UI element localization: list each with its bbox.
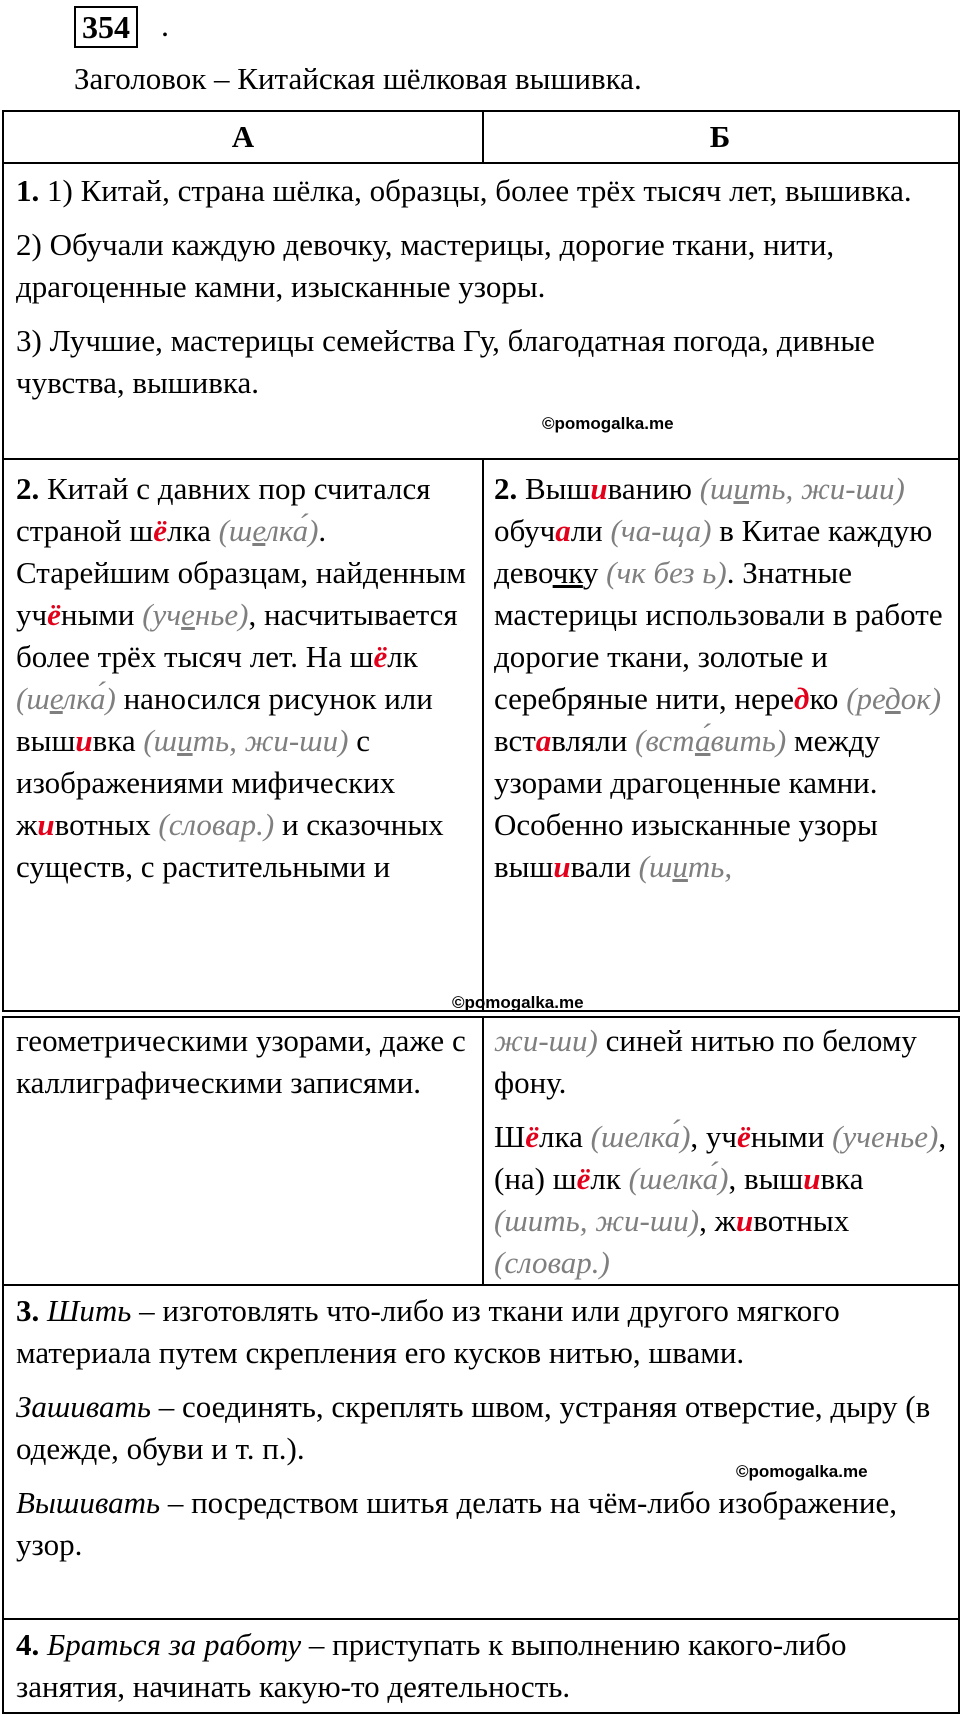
text-fragment: (ш <box>218 513 253 548</box>
text-fragment: (вст <box>635 723 695 758</box>
text-fragment: (шелка́) <box>590 1119 691 1154</box>
watermark-3: ©pomogalka.me <box>736 1462 868 1481</box>
text-fragment: д <box>885 681 901 716</box>
text-fragment: ё <box>373 639 388 674</box>
row1-item-1: 1) Китай, страна шёлка, образцы, более трёх тысяч лет, вышивка. <box>47 173 912 208</box>
text-fragment: и <box>553 849 571 884</box>
text-fragment: . Знатные мастерицы использовали в работе дорогие ткани, золотые и серебряные нити, нере <box>494 555 943 716</box>
text-fragment: а <box>555 513 571 548</box>
text-fragment: у <box>582 555 607 590</box>
text-fragment: (ученье) <box>832 1119 939 1154</box>
text-fragment: выш <box>736 1161 804 1196</box>
text-fragment: (словар.) <box>494 1245 610 1280</box>
watermark-2: ©pomogalka.me <box>452 993 584 1012</box>
text-fragment: и сказочных существ, с растительными и <box>16 807 444 884</box>
text-fragment: лка <box>539 1119 591 1154</box>
text-fragment: Вышивать <box>16 1485 161 1520</box>
text-fragment: вотных <box>54 807 159 842</box>
text-fragment: ными <box>60 597 143 632</box>
text-fragment: и <box>736 1203 754 1238</box>
text-fragment: ё <box>153 513 168 548</box>
column-b-header: Б <box>709 119 731 154</box>
text-fragment: д <box>794 681 810 716</box>
text-fragment: ть, <box>687 849 733 884</box>
row3-cell <box>16 1290 936 1566</box>
text-fragment: и <box>672 849 688 884</box>
text-fragment: е <box>49 681 63 716</box>
text-fragment: (ш <box>16 681 50 716</box>
text-fragment: (шить, жи-ши) <box>494 1203 700 1238</box>
text-fragment: (чк без ь) <box>606 555 727 590</box>
row2-cont-b <box>494 1020 949 1284</box>
row1-item-3: 3) Лучшие, мастерицы семейства Гу, благодатная погода, дивные чувства, вышивка. <box>16 323 875 400</box>
text-fragment: ё <box>47 597 61 632</box>
text-fragment: вляли <box>551 723 636 758</box>
text-fragment: , насчитывается более трёх тысяч лет. На ш <box>16 597 458 674</box>
text-fragment: ть, жи-ши) <box>748 471 905 506</box>
row4-label: 4. <box>16 1627 40 1662</box>
row2-label-b: 2. <box>494 471 518 506</box>
text-fragment: (словар.) <box>158 807 275 842</box>
answer-table-part1 <box>2 110 960 1012</box>
row-divider-4 <box>4 1618 958 1620</box>
text-fragment: (ча-ща) <box>610 513 712 548</box>
text-fragment: лк <box>387 639 418 674</box>
row1-item-2: 2) Обучали каждую девочку, мастерицы, дорогие ткани, нити, драгоценные камни, изысканные узоры. <box>16 227 835 304</box>
text-fragment: (уч <box>142 597 182 632</box>
row-divider-3 <box>4 1284 958 1286</box>
text-fragment: – соединять, скреплять швом, устраняя отверстие, дыру (в одежде, обуви и т. п.). <box>16 1389 931 1466</box>
text-fragment: – посредством шитья делать на чём-либо изображение, узор. <box>16 1485 897 1562</box>
text-fragment: лка <box>167 513 219 548</box>
row2-cell-a <box>16 468 478 888</box>
text-fragment: ными <box>750 1119 833 1154</box>
text-fragment: вотных <box>753 1203 850 1238</box>
heading: Заголовок – Китайская шёлковая вышивка. <box>74 61 642 96</box>
text-fragment: , <box>699 1203 707 1238</box>
text-fragment: в Китае каждую дево <box>494 513 933 590</box>
text-fragment: обуч <box>494 513 556 548</box>
text-fragment: ко <box>809 681 847 716</box>
text-fragment: лка́) <box>62 681 116 716</box>
row4-cell <box>16 1624 946 1708</box>
text-fragment: вст <box>494 723 536 758</box>
row1-cell <box>16 170 941 404</box>
text-fragment: синей нитью по белому фону. <box>494 1023 917 1100</box>
text-fragment: а́ <box>694 723 711 758</box>
text-fragment: (ш <box>638 849 673 884</box>
column-divider-cont <box>482 1018 484 1284</box>
text-fragment: ли <box>570 513 611 548</box>
answer-table-part2 <box>2 1016 960 1714</box>
text-fragment: вить) <box>710 723 787 758</box>
text-fragment: (ре <box>846 681 885 716</box>
text-fragment: ё <box>525 1119 540 1154</box>
text-fragment: и <box>733 471 749 506</box>
text-fragment: (ш <box>143 723 178 758</box>
watermark-1: ©pomogalka.me <box>542 414 674 433</box>
text-fragment: между узорами драгоценные камни. Особенно изысканные узоры выш <box>494 723 881 884</box>
text-fragment: , <box>728 1161 737 1196</box>
row-divider-1 <box>4 458 958 460</box>
text-fragment: – приступать к выполнению какого-либо занятия, начинать какую-то деятельность. <box>16 1627 847 1704</box>
text-fragment: Китай с давних пор считался страной ш <box>16 471 431 548</box>
text-fragment: наносился рисунок или выш <box>16 681 433 758</box>
text-fragment: , (на) ш <box>494 1119 947 1196</box>
column-divider-row2 <box>482 458 484 1010</box>
text-fragment: и <box>75 723 93 758</box>
task-number: 354 <box>74 6 138 48</box>
text-fragment: е <box>252 513 266 548</box>
text-fragment: жи-ши) <box>494 1023 598 1058</box>
text-fragment: и <box>803 1161 821 1196</box>
task-number-dot: . <box>161 7 169 43</box>
text-fragment: ё <box>576 1161 591 1196</box>
text-fragment: вка <box>820 1161 864 1196</box>
text-fragment: чк <box>552 555 583 590</box>
column-a-header: А <box>231 119 255 154</box>
text-fragment: ванию <box>607 471 700 506</box>
text-fragment: (шелка́) <box>628 1161 729 1196</box>
table-header <box>4 112 958 164</box>
row1-label: 1. <box>16 173 40 208</box>
row2-cell-b <box>494 468 949 888</box>
text-fragment: ть, жи-ши) <box>192 723 349 758</box>
text-fragment: вка <box>92 723 144 758</box>
text-fragment: лка́) <box>265 513 319 548</box>
row2-cont-a <box>16 1020 476 1104</box>
text-fragment: Выш <box>525 471 591 506</box>
text-fragment: ё <box>737 1119 751 1154</box>
row3-label: 3. <box>16 1293 40 1328</box>
text-fragment: е <box>181 597 195 632</box>
text-fragment: а <box>535 723 552 758</box>
text-fragment: вали <box>570 849 639 884</box>
text-fragment: с изображениями мифических ж <box>16 723 396 842</box>
text-fragment: Зашивать <box>16 1389 151 1424</box>
text-fragment: нье) <box>194 597 249 632</box>
text-fragment: , уч <box>690 1119 737 1154</box>
text-fragment: ж <box>706 1203 737 1238</box>
text-fragment: . Старейшим образцам, найденным уч <box>16 513 466 632</box>
text-fragment: и <box>590 471 608 506</box>
text-paragraph: геометрическими узорами, даже с каллиграфическими записями. <box>16 1023 466 1100</box>
text-fragment: лк <box>590 1161 629 1196</box>
text-fragment: – изготовлять что-либо из ткани или другого мягкого материала путем скрепления его кусков нитью, швами. <box>16 1293 840 1370</box>
text-fragment: и <box>37 807 55 842</box>
text-fragment: Ш <box>494 1119 526 1154</box>
text-fragment: (ш <box>699 471 734 506</box>
text-fragment: Шить <box>47 1293 132 1328</box>
text-fragment: и <box>177 723 193 758</box>
row2-label-a: 2. <box>16 471 40 506</box>
text-fragment: ок) <box>900 681 942 716</box>
text-fragment: Браться за работу <box>47 1627 302 1662</box>
header-divider <box>482 112 484 164</box>
